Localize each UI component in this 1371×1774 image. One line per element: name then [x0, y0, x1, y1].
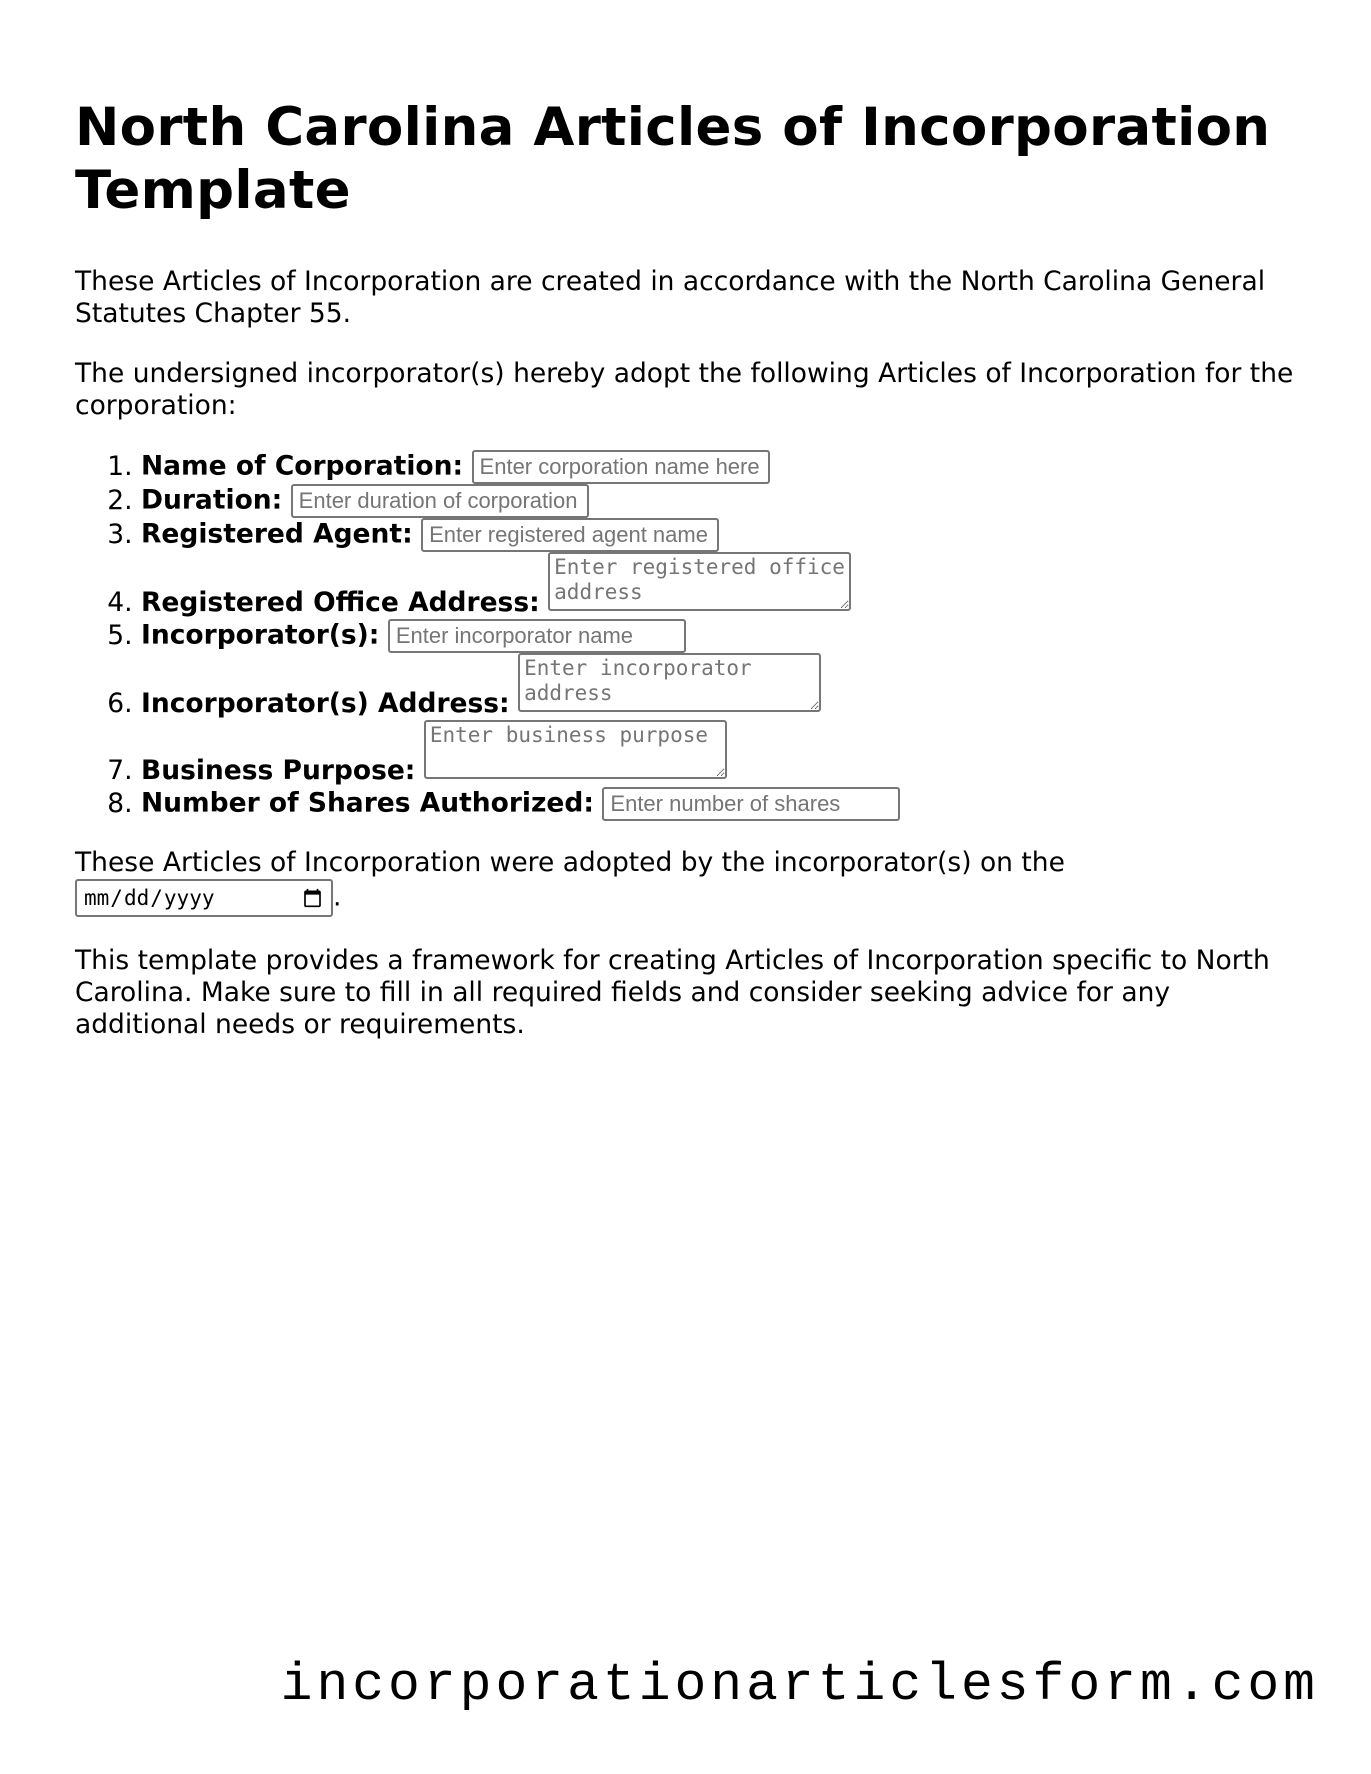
list-item-name [141, 450, 1305, 484]
list-item-agent [141, 518, 1305, 552]
document-page [75, 96, 1305, 1069]
field-label: Business Purpose: [141, 755, 416, 786]
list-item-incorporators [141, 619, 1305, 653]
field-label: Registered Office Address: [141, 587, 540, 618]
business-purpose-textarea[interactable] [424, 720, 727, 779]
page-title: North Carolina Articles of Incorporation Template [75, 97, 1271, 221]
field-label: Duration: [141, 484, 283, 516]
list-item-incorporator-address [141, 653, 1305, 720]
intro-paragraph: These Articles of Incorporation are created in accordance with the North Carolina General Statutes Chapter 55. [75, 266, 1266, 329]
registered-office-address-textarea[interactable] [548, 552, 851, 611]
duration-input[interactable] [291, 484, 589, 518]
watermark: incorporationarticlesform.com [280, 1655, 1319, 1715]
list-item-office-address [141, 552, 1305, 619]
adoption-period: . [333, 881, 342, 913]
adoption-date-input[interactable] [75, 879, 333, 917]
adoption-sentence: These Articles of Incorporation were adopted by the incorporator(s) on the [75, 847, 1065, 878]
field-label: Registered Agent: [141, 518, 413, 550]
adopt-paragraph: The undersigned incorporator(s) hereby adopt the following Articles of Incorporation for the corporation: [75, 358, 1294, 421]
number-of-shares-input[interactable] [602, 787, 900, 821]
closing-paragraph: This template provides a framework for creating Articles of Incorporation specific to North Carolina. Make sure to fill in all required fields and consider seeking advice for any additional needs or requirements. [75, 945, 1270, 1040]
incorporator-name-input[interactable] [388, 619, 686, 653]
adoption-paragraph [75, 847, 1305, 917]
articles-list [75, 450, 1305, 821]
corporation-name-input[interactable] [472, 450, 770, 484]
field-label: Number of Shares Authorized: [141, 787, 594, 819]
list-item-business-purpose [141, 720, 1305, 787]
field-label: Incorporator(s): [141, 619, 380, 651]
field-label: Name of Corporation: [141, 450, 464, 482]
field-label: Incorporator(s) Address: [141, 688, 510, 719]
registered-agent-input[interactable] [421, 518, 719, 552]
list-item-shares [141, 787, 1305, 821]
list-item-duration [141, 484, 1305, 518]
incorporator-address-textarea[interactable] [518, 653, 821, 712]
